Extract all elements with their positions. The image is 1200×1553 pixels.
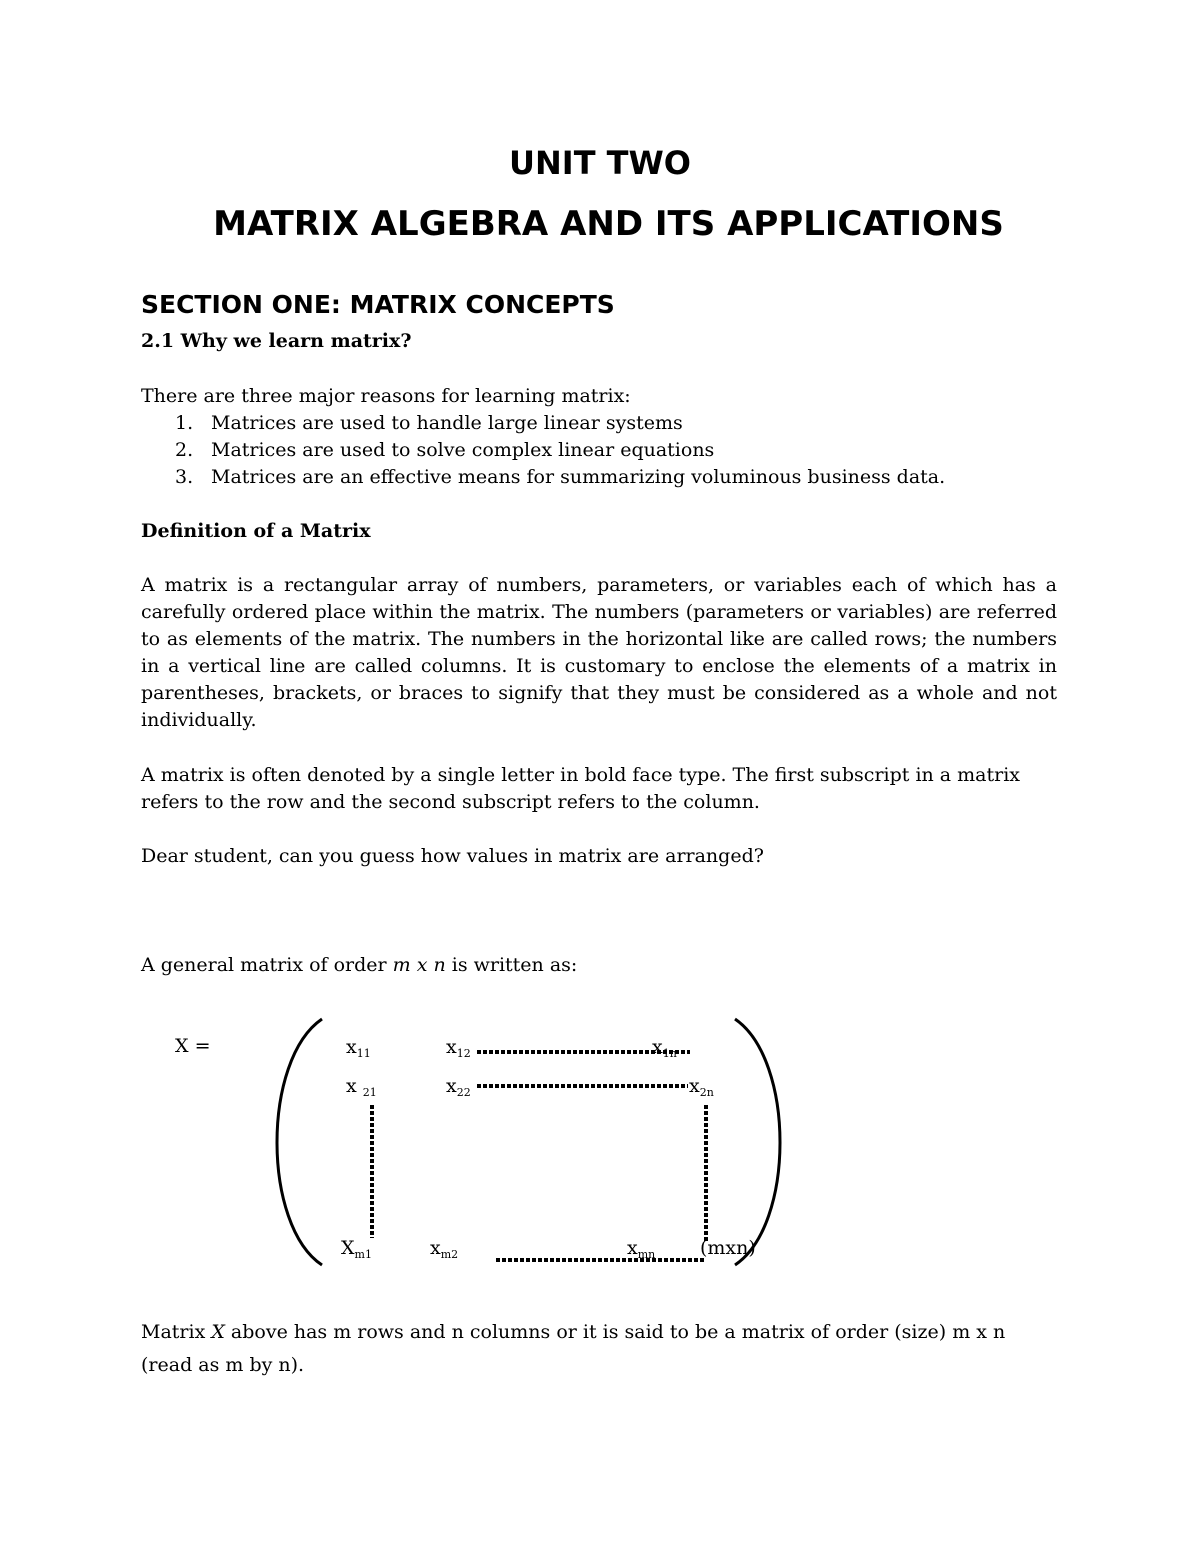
- element-x2n: $x_{2n}$: [689, 1075, 714, 1099]
- page-title: MATRIX ALGEBRA AND ITS APPLICATIONS: [213, 204, 1004, 244]
- element-x22: $x_{22}$: [446, 1075, 471, 1099]
- element-x12: $x_{12}$: [446, 1036, 471, 1060]
- element-xm2: $x_{m2}$: [430, 1237, 459, 1261]
- section-heading: SECTION ONE: MATRIX CONCEPTS: [141, 290, 615, 319]
- closing-paragraph: Matrix X above has m rows and n columns or it is said to be a matrix of order (size) m x n (read as m by n).: [141, 1321, 1006, 1376]
- matrix-lhs: X =: [175, 1035, 211, 1057]
- notation-paragraph: A matrix is often denoted by a single letter in bold face type. The first subscript in a matrix refers to the row and the second subscript refers to the column.: [141, 764, 1021, 813]
- element-x21: x $_{21}$: [346, 1075, 377, 1099]
- general-matrix-text: A general matrix of order m x n is written as:: [141, 954, 578, 976]
- question-text: Dear student, can you guess how values in matrix are arranged?: [141, 845, 764, 867]
- left-paren: [277, 1019, 322, 1265]
- right-paren: [735, 1019, 780, 1265]
- list-item: 2. Matrices are used to solve complex linear equations: [175, 439, 715, 461]
- element-xmn: $x_{mn}$: [627, 1237, 656, 1261]
- reasons-intro: There are three major reasons for learning matrix:: [141, 385, 631, 407]
- element-xm1: $X_{m1}$: [341, 1237, 372, 1261]
- unit-title: UNIT TWO: [509, 144, 691, 182]
- subheading: 2.1 Why we learn matrix?: [141, 330, 412, 352]
- matrix-order-label: (mxn): [700, 1237, 756, 1259]
- element-x1n: $x_{1n}$: [652, 1036, 677, 1060]
- definition-paragraph: A matrix is a rectangular array of numbers, parameters, or variables each of which has a carefully ordered place within the matrix. The numbers (parameters or variables) are referred to as elements of the matrix. The numbers in the horizontal like are called rows; the numbers in a vertical line are called columns. It is customary to enclose the elements of a matrix in parentheses, brackets, or braces to signify that they must be considered as a whole and not individually.: [141, 574, 1057, 731]
- list-item: 3. Matrices are an effective means for summarizing voluminous business data.: [175, 466, 946, 488]
- definition-heading: Definition of a Matrix: [141, 520, 371, 542]
- element-x11: $x_{11}$: [346, 1036, 371, 1060]
- list-item: 1. Matrices are used to handle large linear systems: [175, 412, 683, 434]
- reasons-list: [141, 410, 1061, 491]
